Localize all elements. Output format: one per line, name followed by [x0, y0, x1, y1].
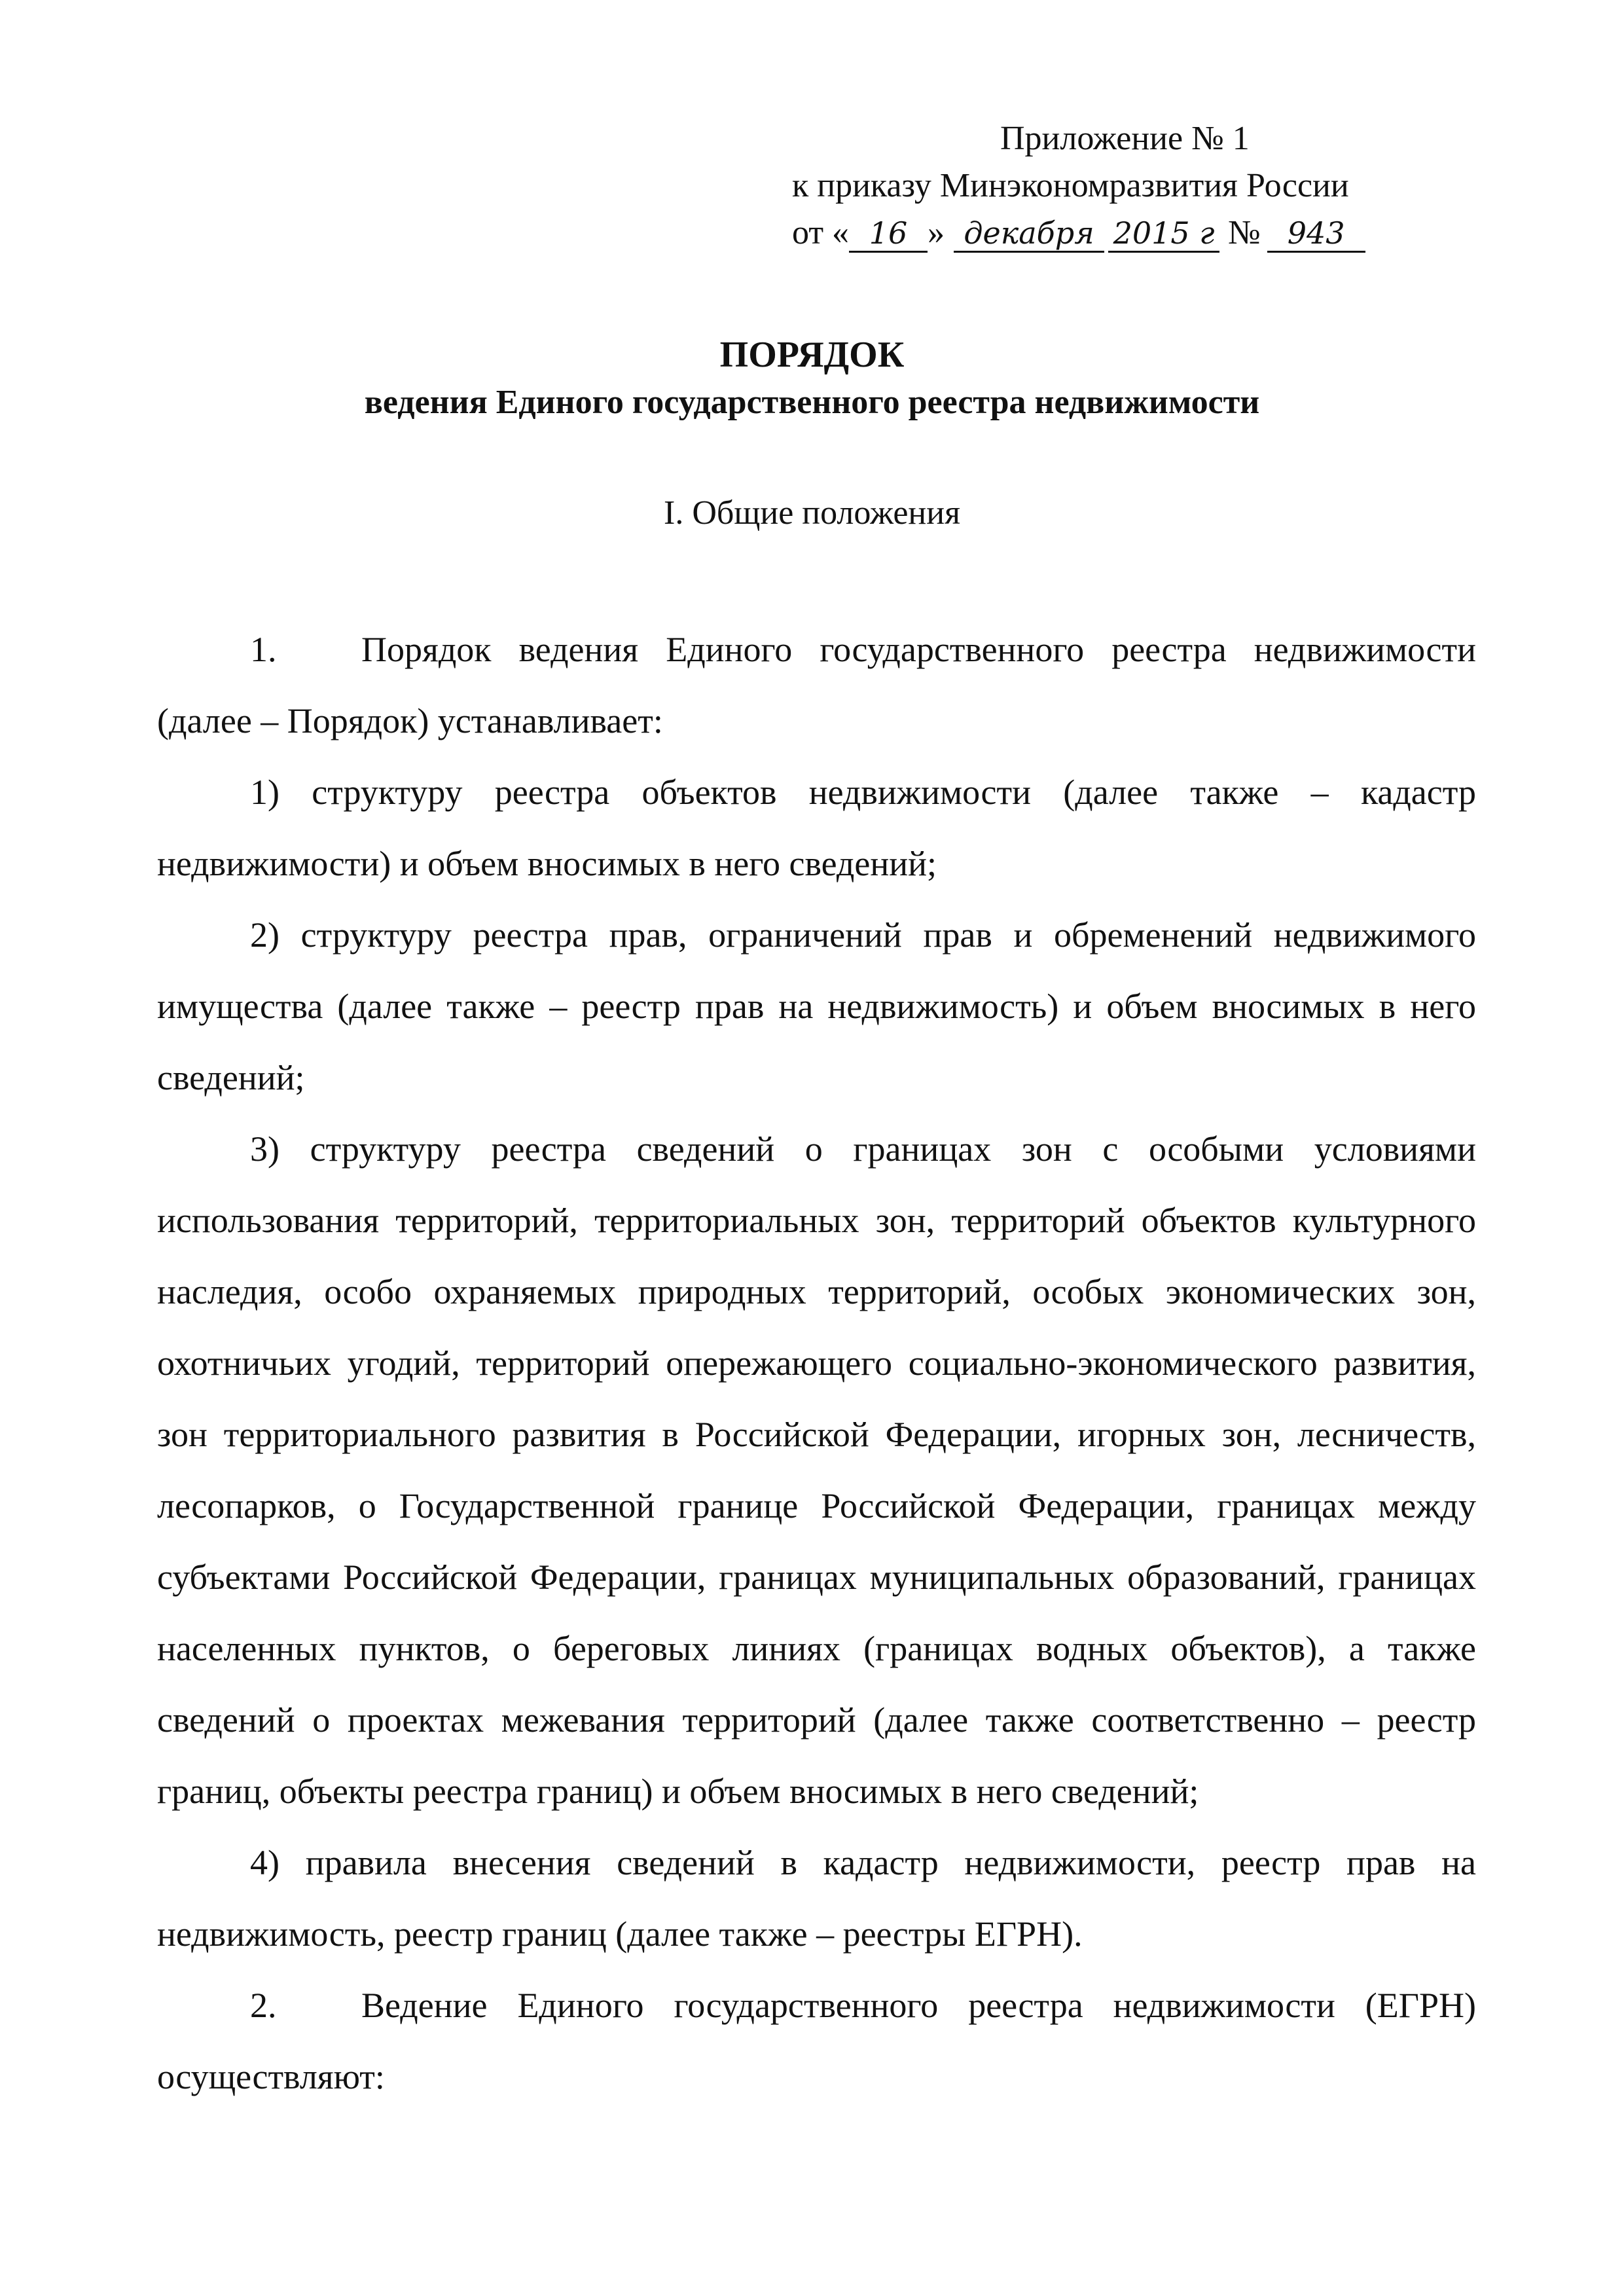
list-item-3: 3) структуру реестра сведений о границах зон с особыми условиями использования территорий, территориальных зон, территорий объектов культурного наследия, особо охраняемых природных территорий, особых экономических зон, охотничьих угодий, территорий опережающего социально-экономического развития, зон территориального развития в Российской Федерации, игорных зон, лесничеств, лесопарков, о Государственной границе Российской Федерации, границах между субъектами Российской Федерации, границах муниципальных образований, границах населенных пунктов, о береговых линиях (границах водных объектов), а также сведений о проектах межевания территорий (далее также соответственно – реестр границ, объекты реестра границ) и объем вносимых в него сведений;	[157, 1129, 1476, 1811]
appendix-header	[792, 115, 1479, 257]
order-date-line	[792, 210, 1479, 257]
document-body	[157, 614, 1476, 2113]
document-title: ПОРЯДОК	[719, 335, 905, 375]
paragraph-2	[157, 1970, 1476, 2113]
order-reference: к приказу Минэкономразвития России	[792, 167, 1349, 204]
list-item-4: 4) правила внесения сведений в кадастр недвижимости, реестр прав на недвижимость, реестр границ (далее также – реестры ЕГРН).	[157, 1843, 1476, 1954]
paragraph-1-text: Порядок ведения Единого государственного реестра недвижимости (далее – Порядок) устанавливает:	[157, 630, 1476, 740]
list-item-2: 2) структуру реестра прав, ограничений прав и обременений недвижимого имущества (далее также – реестр прав на недвижимость) и объем вносимых в него сведений;	[157, 915, 1476, 1097]
list-item-1: 1) структуру реестра объектов недвижимости (далее также – кадастр недвижимости) и объем вносимых в него сведений;	[157, 773, 1476, 883]
paragraph-2-number: 2.	[250, 1986, 277, 2025]
handwritten-order-number: 943	[1267, 215, 1365, 253]
handwritten-day: 16	[849, 215, 928, 253]
handwritten-month: декабря	[954, 215, 1104, 253]
date-prefix: от «	[792, 214, 850, 251]
paragraph-1-number: 1.	[250, 630, 277, 669]
date-close-quote: »	[928, 214, 945, 251]
number-sign: №	[1228, 214, 1261, 251]
section-heading: I. Общие положения	[664, 494, 960, 532]
document-subtitle: ведения Единого государственного реестра недвижимости	[364, 384, 1260, 421]
appendix-number: Приложение № 1	[1000, 120, 1250, 157]
handwritten-year: 2015 г	[1108, 215, 1219, 253]
paragraph-1	[157, 614, 1476, 757]
paragraph-2-text: Ведение Единого государственного реестра недвижимости (ЕГРН) осуществляют:	[157, 1986, 1476, 2096]
